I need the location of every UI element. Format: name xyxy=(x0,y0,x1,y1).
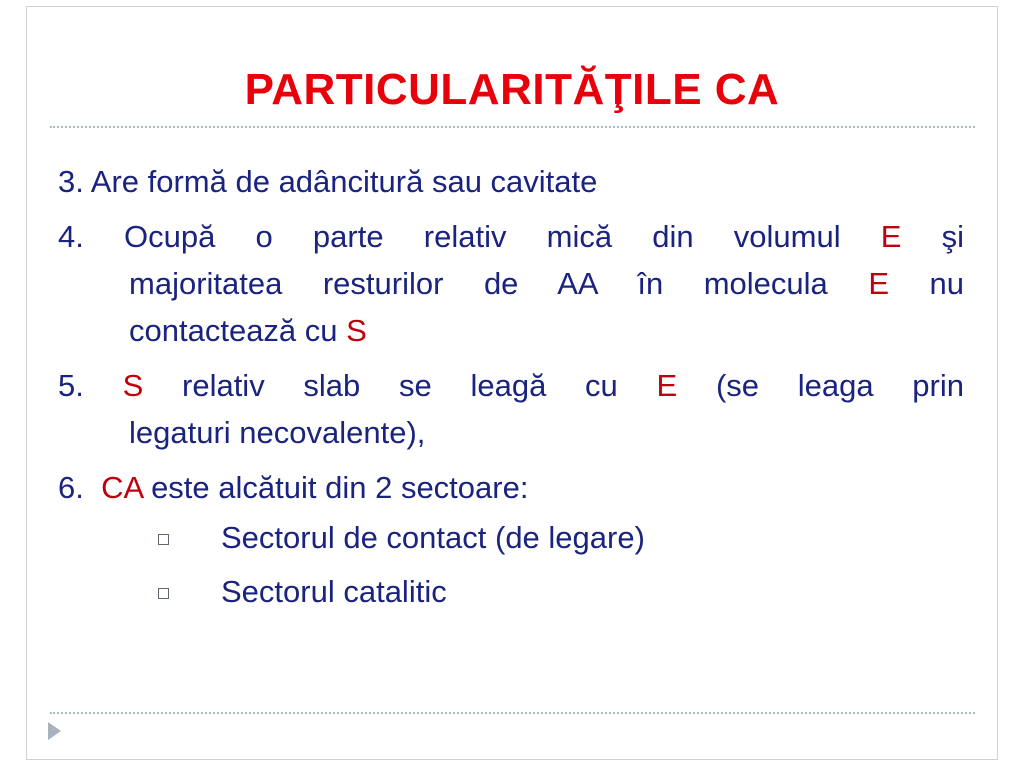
highlight-text: CA xyxy=(101,470,143,505)
item-text: Ocupă o parte relativ mică din volumul xyxy=(124,219,881,254)
sub-item-text: Sectorul de contact (de legare) xyxy=(221,520,645,555)
item-text: legaturi necovalente), xyxy=(129,415,426,450)
sub-item xyxy=(58,511,964,565)
item-number: 6. xyxy=(58,470,84,505)
item-line xyxy=(58,409,964,456)
item-text: Are formă de adâncitură sau cavitate xyxy=(90,164,598,199)
item-text: contactează cu xyxy=(129,313,347,348)
item-line xyxy=(58,362,964,409)
slide-content xyxy=(58,158,964,619)
list-item-6 xyxy=(58,464,964,511)
slide-title: PARTICULARITĂŢILE CA xyxy=(244,65,780,114)
highlight-text: E xyxy=(656,368,678,403)
next-arrow-icon[interactable] xyxy=(48,722,61,740)
item-number: 4. xyxy=(58,219,84,254)
item-line xyxy=(58,307,964,354)
item-text: (se leaga prin xyxy=(677,368,964,403)
sub-item-text: Sectorul catalitic xyxy=(221,574,447,609)
item-number: 3. xyxy=(58,164,84,199)
hollow-square-bullet-icon xyxy=(158,534,169,545)
item-text: majoritatea resturilor de AA în molecula xyxy=(129,266,869,301)
bottom-divider xyxy=(50,712,975,714)
hollow-square-bullet-icon xyxy=(158,588,169,599)
item-number: 5. xyxy=(58,368,84,403)
list-item-4 xyxy=(58,213,964,354)
highlight-text: S xyxy=(346,313,367,348)
top-divider xyxy=(50,126,975,128)
item-text: este alcătuit din 2 sectoare: xyxy=(142,470,529,505)
item-text: nu xyxy=(889,266,964,301)
item-text: şi xyxy=(901,219,965,254)
item-text: relativ slab se leagă cu xyxy=(143,368,657,403)
sub-item xyxy=(58,565,964,619)
item-line xyxy=(58,260,964,307)
highlight-text: E xyxy=(868,266,889,301)
highlight-text: S xyxy=(122,368,144,403)
list-item-3 xyxy=(58,158,964,205)
list-item-5 xyxy=(58,362,964,456)
highlight-text: E xyxy=(880,219,902,254)
item-line xyxy=(58,213,964,260)
